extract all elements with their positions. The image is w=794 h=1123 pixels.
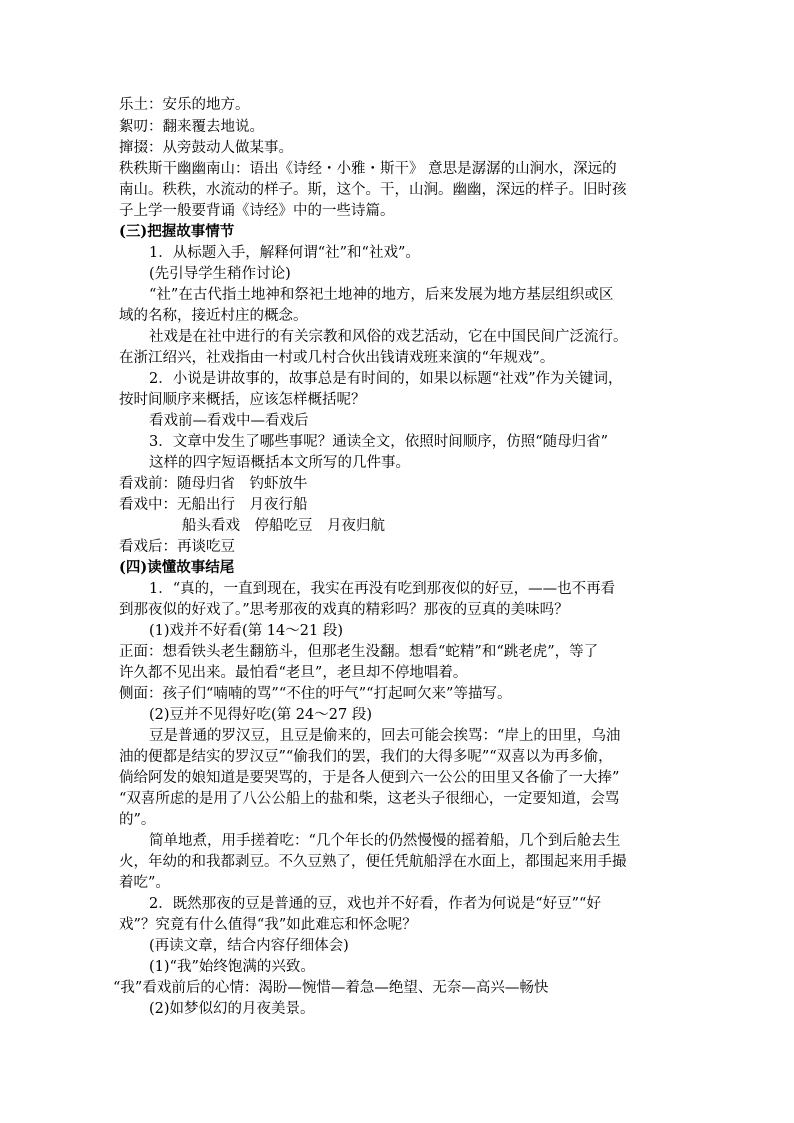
- text-line: 着吃”。: [119, 875, 170, 891]
- text-line: 船头看戏 停船吃豆 月夜归航: [182, 518, 385, 534]
- text-line: (再读文章，结合内容仔细体会): [149, 938, 349, 954]
- text-line: 社戏是在社中进行的有关宗教和风俗的戏艺活动，它在中国民间广泛流行。: [149, 329, 628, 345]
- text-line: 1．从标题入手，解释何谓“社”和“社戏”。: [149, 245, 420, 261]
- text-line: 简单地煮，用手搓着吃：“几个年长的仍然慢慢的摇着船，几个到后舱去生: [149, 833, 621, 849]
- text-line: (先引导学生稍作讨论): [149, 266, 291, 282]
- text-line: “我”看戏前后的心情：渴盼—惋惜—着急—绝望、无奈—高兴—畅快: [113, 980, 549, 996]
- text-line: 侧面：孩子们“喃喃的骂”“不住的吁气”“打起呵欠来”等描写。: [119, 686, 512, 702]
- text-line: 到那夜似的好戏了。”思考那夜的戏真的精彩吗？那夜的豆真的美味吗？: [119, 602, 569, 618]
- text-line: (1)戏并不好看(第 14～21 段): [149, 623, 343, 639]
- text-line: 在浙江绍兴，社戏指由一村或几村合伙出钱请戏班来演的“年规戏”。: [119, 350, 555, 366]
- text-line: 域的名称，接近村庄的概念。: [119, 308, 308, 324]
- section-heading: (三)把握故事情节: [119, 223, 235, 240]
- text-line: “社”在古代指土地神和祭祀土地神的地方，后来发展为地方基层组织或区: [149, 287, 614, 303]
- text-line: (1)“我”始终饱满的兴致。: [149, 959, 315, 975]
- text-line: 2．小说是讲故事的，故事总是有时间的，如果以标题“社戏”作为关键词，: [149, 371, 623, 387]
- text-line: 正面：想看铁头老生翻筋斗，但那老生没翻。想看“蛇精”和“跳老虎”，等了: [119, 644, 599, 660]
- text-line: 火，年幼的和我都剥豆。不久豆熟了，便任凭航船浮在水面上，都围起来用手撮: [119, 854, 627, 870]
- text-line: 看戏中：无船出行 月夜行船: [119, 497, 308, 513]
- text-line: 1．“真的，一直到现在，我实在再没有吃到那夜似的好豆，——也不再看: [149, 581, 616, 597]
- text-line: 乐土：安乐的地方。: [119, 97, 250, 113]
- text-line: 豆是普通的罗汉豆，且豆是偷来的，回去可能会挨骂：“岸上的田里，乌油: [149, 728, 621, 744]
- text-line: 这样的四字短语概括本文所写的几件事。: [149, 455, 410, 471]
- text-line: 絮叨：翻来覆去地说。: [119, 119, 264, 135]
- text-line: 看戏前—看戏中—看戏后: [149, 413, 309, 429]
- text-line: 倘给阿发的娘知道是要哭骂的，于是各人便到六一公公的田里又各偷了一大捧”: [119, 770, 620, 786]
- text-line: 的”。: [119, 812, 156, 828]
- text-line: 戏”？究竟有什么值得“我”如此难忘和怀念呢？: [119, 917, 417, 933]
- text-line: “双喜所虑的是用了八公公船上的盐和柴，这老头子很细心，一定要知道，会骂: [119, 791, 620, 807]
- text-line: 3．文章中发生了哪些事呢？通读全文，依照时间顺序，仿照“随母归省”: [149, 434, 609, 450]
- text-line: 油的便都是结实的罗汉豆”“偷我们的罢，我们的大得多呢”“双喜以为再多偷，: [119, 749, 613, 765]
- text-line: 看戏后：再谈吃豆: [119, 539, 235, 555]
- text-line: (2)如梦似幻的月夜美景。: [149, 1001, 315, 1017]
- text-line: (2)豆并不见得好吃(第 24～27 段): [149, 707, 372, 723]
- text-line: 许久都不见出来。最怕看“老旦”，老旦却不停地唱着。: [119, 665, 468, 681]
- text-line: 秩秩斯干幽幽南山：语出《诗经・小雅・斯干》 意思是潺潺的山涧水，深远的: [119, 161, 617, 177]
- section-heading: (四)读懂故事结尾: [119, 559, 235, 576]
- text-line: 子上学一般要背诵《诗经》中的一些诗篇。: [119, 203, 395, 219]
- text-line: 按时间顺序来概括，应该怎样概括呢？: [119, 392, 366, 408]
- text-line: 2．既然那夜的豆是普通的豆，戏也并不好看，作者为何说是“好豆”“好: [149, 896, 601, 912]
- text-line: 撺掇：从旁鼓动人做某事。: [119, 140, 293, 156]
- text-line: 南山。秩秩，水流动的样子。斯，这个。干，山涧。幽幽，深远的样子。旧时孩: [119, 182, 627, 198]
- text-line: 看戏前：随母归省 钓虾放牛: [119, 476, 308, 492]
